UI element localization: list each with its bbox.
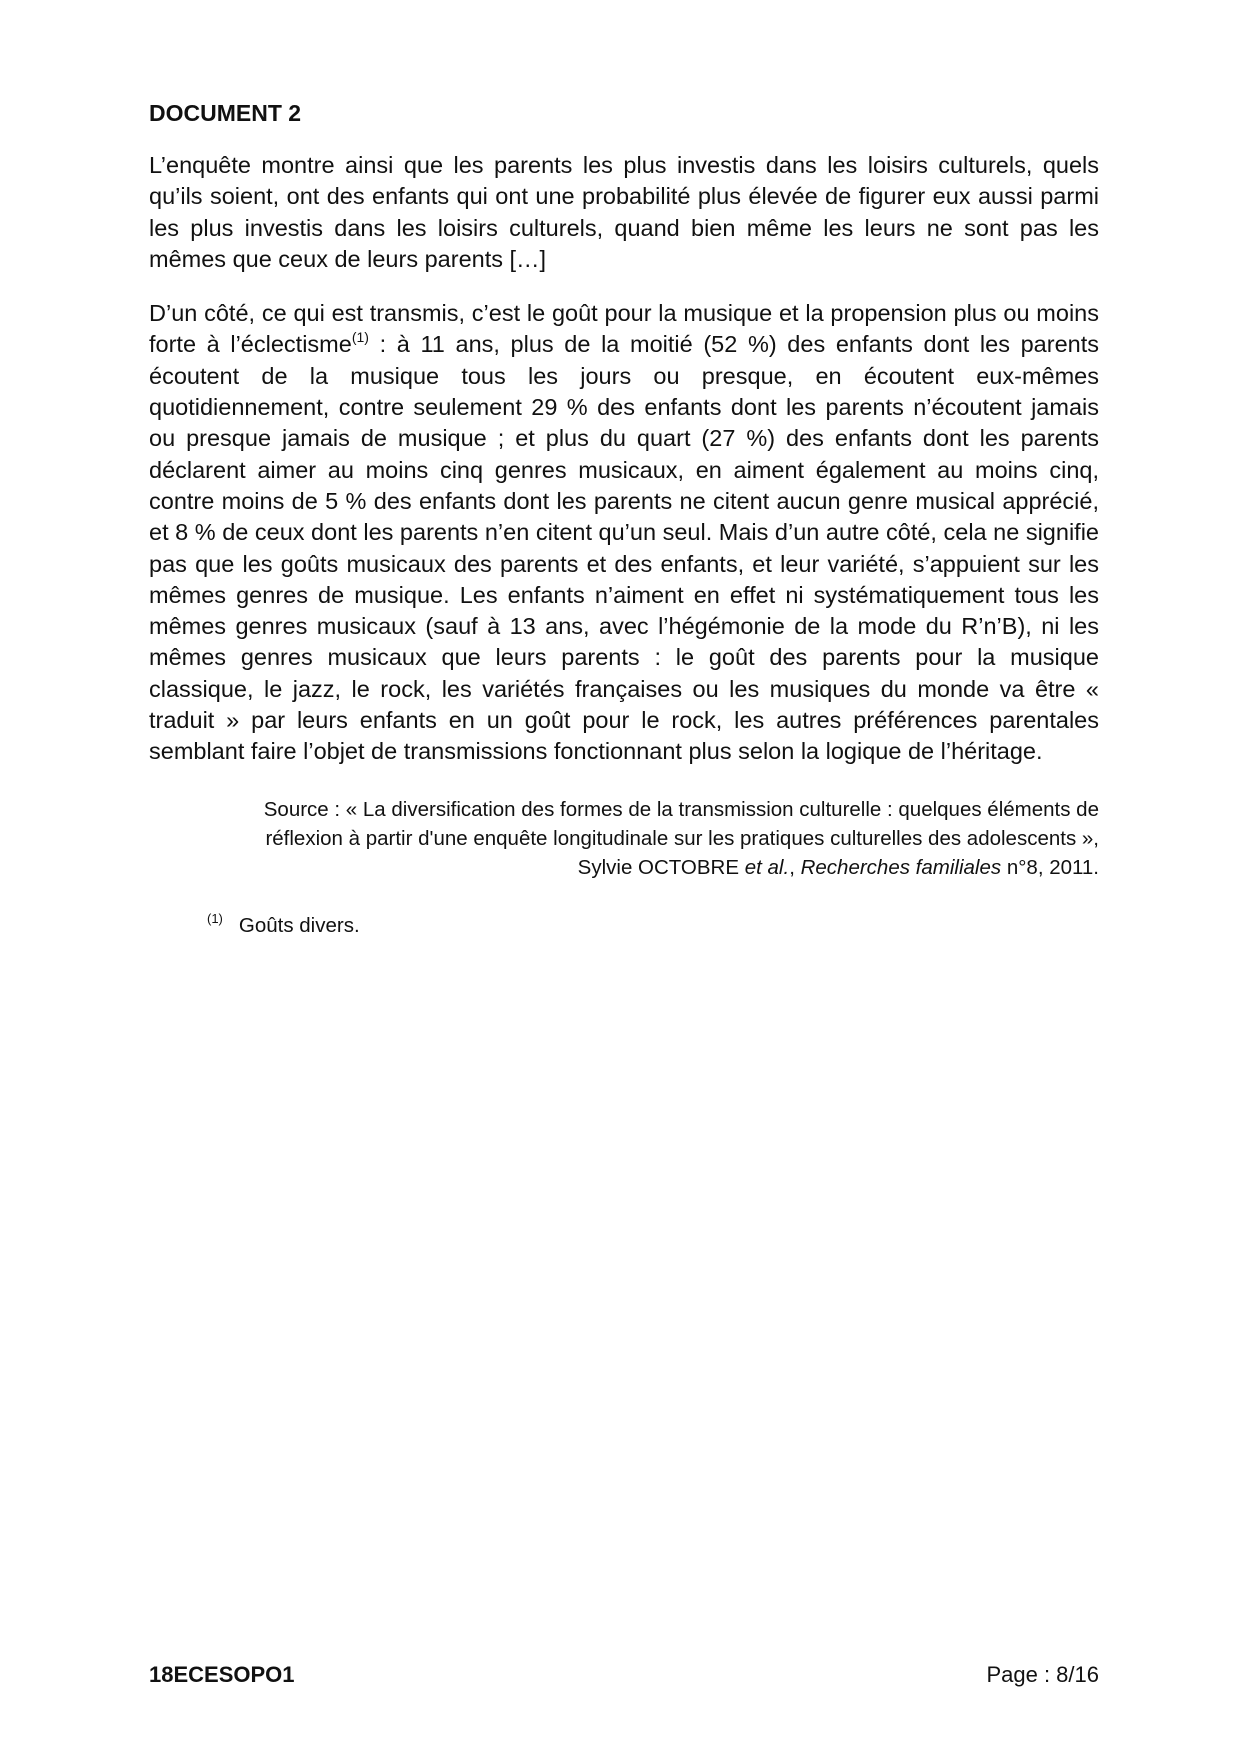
source-line-3 [149, 853, 1099, 882]
source-citation [149, 795, 1099, 882]
footnote [207, 912, 1099, 940]
source-line-1: Source : « La diversification des formes de la transmission culturelle : quelques éléments de [263, 797, 1099, 821]
footnote-marker: (1) [207, 910, 223, 926]
source-author: Sylvie OCTOBRE [577, 855, 745, 879]
source-journal: Recherches familiales [800, 855, 1002, 879]
page-footer [149, 1660, 1099, 1690]
page-number: Page : 8/16 [986, 1662, 1099, 1687]
footnote-reference: (1) [351, 329, 369, 346]
footnote-text: Goûts divers. [238, 913, 360, 937]
source-issue: n°8, 2011. [1001, 855, 1099, 879]
document-body [149, 98, 1099, 940]
paragraph-2-start: D’un côté, ce qui est transmis, c’est le goût pour la musique et la propension plus ou moins forte à l’éclectisme [149, 300, 1099, 358]
source-comma: , [789, 855, 801, 879]
source-line-2: réflexion à partir d'une enquête longitudinale sur les pratiques culturelles des adolescents », [265, 826, 1099, 850]
paragraph-2-rest: : à 11 ans, plus de la moitié (52 %) des enfants dont les parents écoutent de la musique tous les jours ou presque, en écoutent eux-mêmes quotidiennement, contre seulement 29 % des enfants dont les parents n’écoutent jamais ou presque jamais de musique ; et plus du quart (27 %) des enfants dont les parents déclarent aimer au moins cinq genres musicaux, en aiment également au moins cinq, contre moins de 5 % des enfants dont les parents ne citent aucun genre musical apprécié, et 8 % de ceux dont les parents n’en citent qu’un seul. Mais d’un autre côté, cela ne signifie pas que les goûts musicaux des parents et des enfants, et leur variété, s’appuient sur les mêmes genres de musique. Les enfants n’aiment en effet ni systématiquement tous les mêmes genres musicaux (sauf à 13 ans, avec l’hégémonie de la mode du R’n’B), ni les mêmes genres musicaux que leurs parents : le goût des parents pour la musique classique, le jazz, le rock, les variétés françaises ou les musiques du monde va être « traduit » par leurs enfants en un goût pour le rock, les autres préférences parentales semblant faire l’objet de transmissions fonctionnant plus selon la logique de l’héritage. [149, 331, 1099, 765]
paragraph-2 [149, 298, 1099, 767]
exam-code: 18ECESOPO1 [149, 1662, 295, 1687]
paragraph-1: L’enquête montre ainsi que les parents les plus investis dans les loisirs culturels, quels qu’ils soient, ont des enfants qui ont une probabilité plus élevée de figurer eux aussi parmi les plus investis dans les loisirs culturels, quand bien même les leurs ne sont pas les mêmes que ceux de leurs parents […] [149, 152, 1099, 272]
document-title: DOCUMENT 2 [149, 100, 302, 126]
source-et-al: et al. [744, 855, 790, 879]
